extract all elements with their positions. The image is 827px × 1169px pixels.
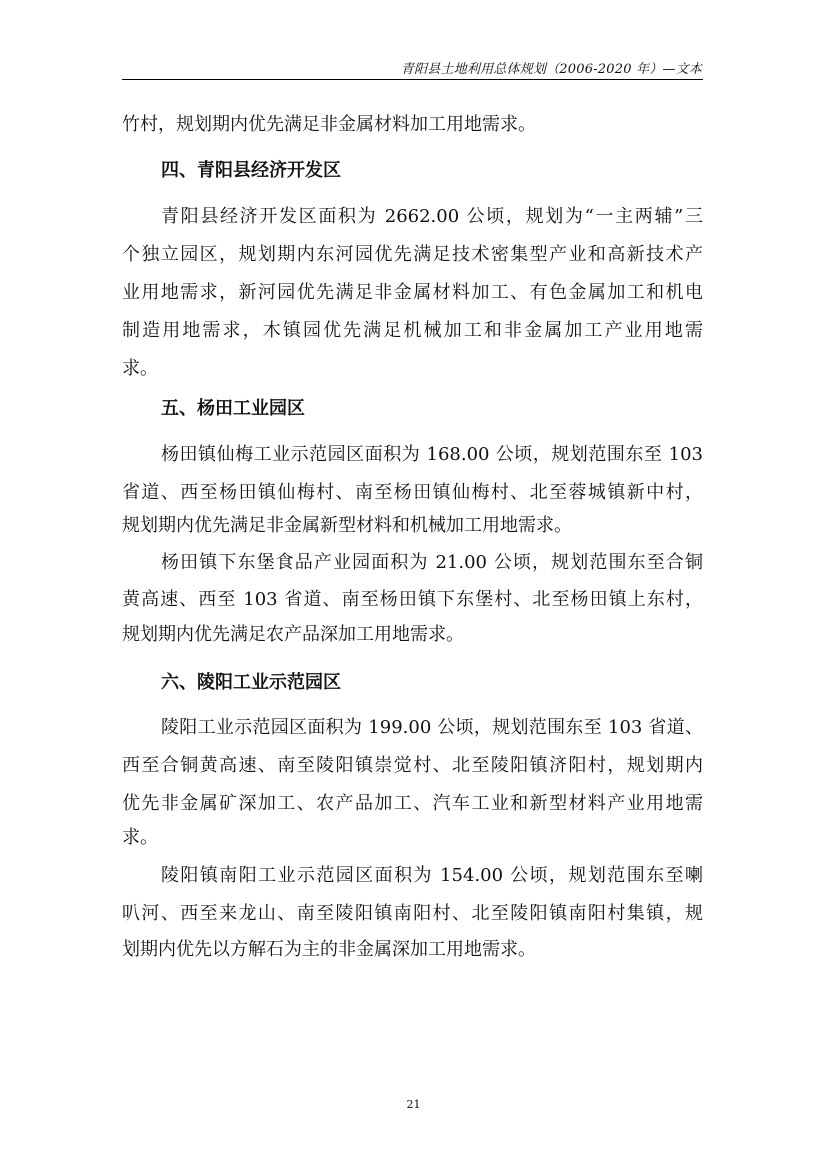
- body-line: 求。: [122, 827, 158, 848]
- body-line: 叭河、西至来龙山、南至陵阳镇南阳村、北至陵阳镇南阳村集镇，规: [122, 903, 703, 924]
- section-heading: 五、杨田工业园区: [161, 398, 305, 419]
- body-line: 制造用地需求，木镇园优先满足机械加工和非金属加工产业用地需: [122, 320, 703, 341]
- body-line: 规划期内优先满足非金属新型材料和机械加工用地需求。: [122, 515, 572, 536]
- header-rule: [122, 79, 703, 80]
- body-line: 业用地需求，新河园优先满足非金属材料加工、有色金属加工和机电: [122, 282, 703, 303]
- body-line: 划期内优先以方解石为主的非金属深加工用地需求。: [122, 939, 536, 960]
- body-line: 黄高速、西至 103 省道、南至杨田镇下东堡村、北至杨田镇上东村，: [122, 589, 703, 610]
- body-line: 青阳县经济开发区面积为 2662.00 公顷，规划为“一主两辅”三: [161, 206, 703, 227]
- body-line: 求。: [122, 358, 158, 379]
- body-line: 西至合铜黄高速、南至陵阳镇崇觉村、北至陵阳镇济阳村，规划期内: [122, 755, 703, 776]
- body-line: 优先非金属矿深加工、农产品加工、汽车工业和新型材料产业用地需: [122, 793, 703, 814]
- body-line: 杨田镇下东堡食品产业园面积为 21.00 公顷，规划范围东至合铜: [161, 552, 703, 573]
- body-line: 规划期内优先满足农产品深加工用地需求。: [122, 624, 464, 645]
- running-header: 青阳县土地利用总体规划（2006-2020 年）—文本: [400, 62, 702, 77]
- body-line: 个独立园区，规划期内东河园优先满足技术密集型产业和高新技术产: [122, 244, 703, 265]
- section-heading: 六、陵阳工业示范园区: [161, 672, 341, 693]
- body-line: 陵阳工业示范园区面积为 199.00 公顷，规划范围东至 103 省道、: [161, 717, 703, 738]
- body-line: 陵阳镇南阳工业示范园区面积为 154.00 公顷，规划范围东至喇: [161, 865, 703, 886]
- body-line: 杨田镇仙梅工业示范园区面积为 168.00 公顷，规划范围东至 103: [161, 444, 703, 465]
- body-line: 省道、西至杨田镇仙梅村、南至杨田镇仙梅村、北至蓉城镇新中村，: [122, 482, 703, 503]
- body-line: 竹村，规划期内优先满足非金属材料加工用地需求。: [122, 114, 536, 135]
- page-number: 21: [406, 1098, 421, 1111]
- section-heading: 四、青阳县经济开发区: [161, 160, 341, 181]
